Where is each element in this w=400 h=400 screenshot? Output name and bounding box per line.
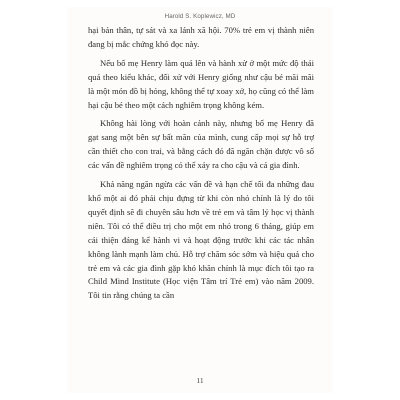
body-text (88, 24, 314, 308)
book-page (68, 8, 332, 392)
paragraph-4: Khả năng ngăn ngừa các vấn đề và hạn chế tối đa những đau khổ một ai đó phải chịu đựng từ khi còn nhỏ chính là lý do tôi quyết định sẽ đi chuyên sâu hơn về trẻ em và tâm lý học vị thành niên. Tôi có thể điều trị cho một em nhỏ trong 6 tháng, giúp em cải thiện đáng kể hành vi và hoạt động trước khi các tác nhân không lành mạnh làm chủ. Hỗ trợ chăm sóc sớm và hiệu quả cho trẻ em và các gia đình gặp khó khăn chính là mục đích tôi tạo ra Child Mind Institute (Học viện Tâm trí Trẻ em) vào năm 2009. Tôi tin rằng chúng ta cần (88, 179, 314, 301)
paragraph-3: Không hài lòng với hoàn cảnh này, nhưng bố mẹ Henry đã gạt sang một bên sự bất mãn của mình, cung cấp mọi sự hỗ trợ cần thiết cho con trai, và bằng cách đó đã ngăn chặn được vô số các vấn đề nghiêm trọng có thể xảy ra cho cậu và cả gia đình. (88, 118, 314, 171)
page-number: 11 (196, 376, 204, 385)
running-header: Harold S. Koplewicz, MD (164, 13, 236, 20)
paragraph-1: hại bản thân, tự sát và xa lánh xã hội. 70% trẻ em vị thành niên đang bị mắc chứng khó đọc này. (88, 25, 314, 49)
paragraph-2: Nếu bố mẹ Henry làm quá lên và hành xử ở một mức độ thái quá theo kiểu khác, đối xử với Henry giống như cậu bé mãi mãi là một món đồ bị hỏng, không thể tự xoay xở, họ cũng có thể làm hại cậu bé theo một cách nghiêm trọng không kém. (88, 57, 314, 110)
